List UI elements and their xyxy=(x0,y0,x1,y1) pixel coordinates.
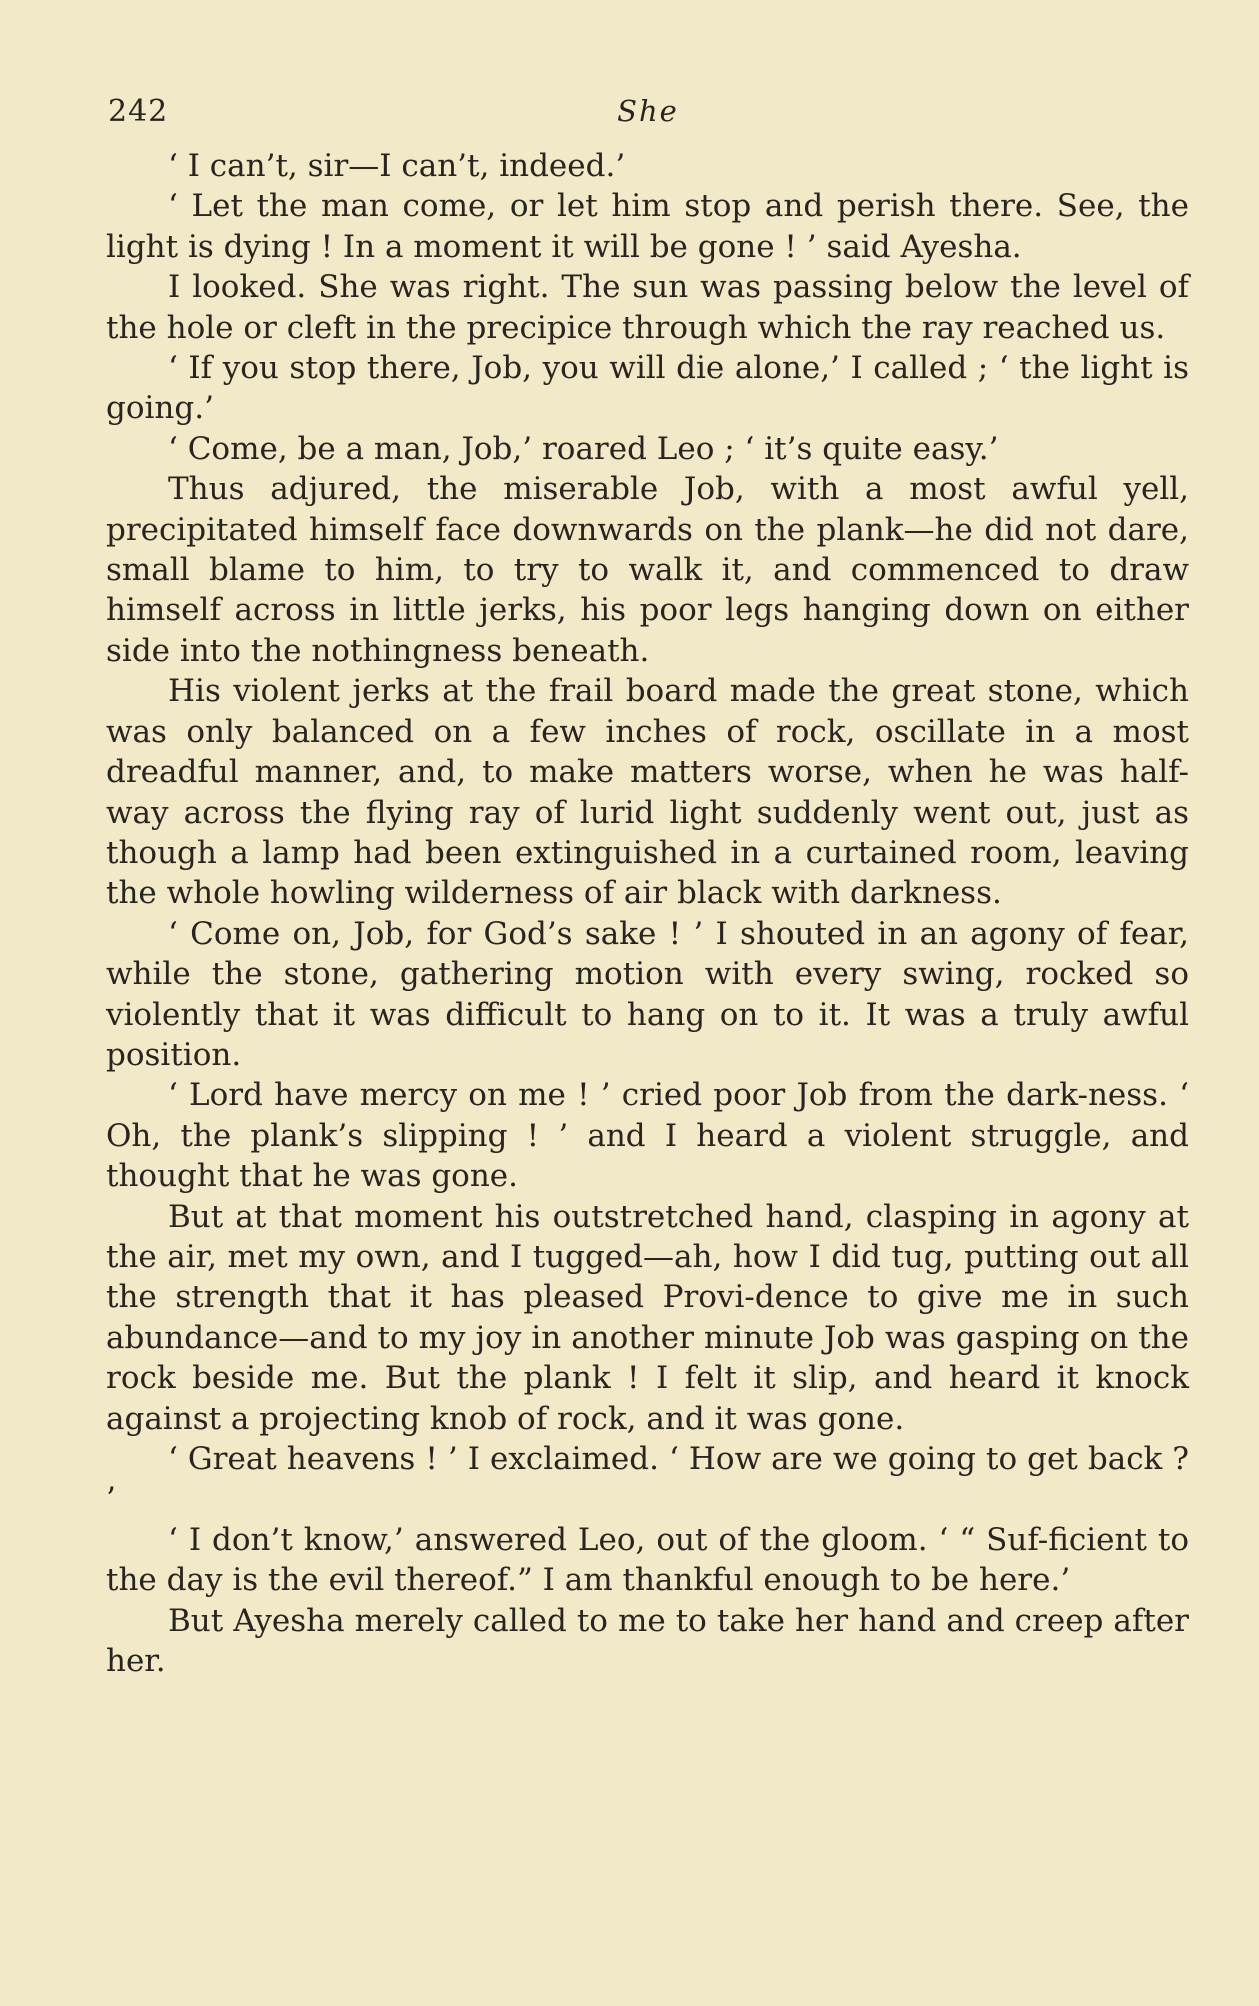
page-header xyxy=(108,88,1188,140)
page-number: 242 xyxy=(108,94,169,129)
paragraph: ‘ I can’t, sir—I can’t, indeed.’ xyxy=(168,148,626,184)
paragraph: ‘ If you stop there, Job, you will die alone,’ I called ; ‘ the light is going.’ xyxy=(106,350,1189,427)
paragraph: ‘ Come on, Job, for God’s sake ! ’ I shouted in an agony of fear, while the stone, gathering motion with every swing, rocked so violently that it was difficult to hang on to it. It was a truly awful position. xyxy=(106,915,1189,1073)
paragraph: But at that moment his outstretched hand, clasping in agony at the air, met my own, and I tugged—ah, how I did tug, putting out all the strength that it has pleased Provi-dence to give me in such abundance—and to my joy in another minute Job was gasping on the rock beside me. But the plank ! I felt it slip, and heard it knock against a projecting knob of rock, and it was gone. xyxy=(106,1198,1189,1437)
paragraph: ‘ Come, be a man, Job,’ roared Leo ; ‘ it’s quite easy.’ xyxy=(168,430,999,467)
text-body xyxy=(106,146,1189,1681)
paragraph: His violent jerks at the frail board made the great stone, which was only balanced on a few inches of rock, oscillate in a most dreadful manner, and, to make matters worse, when he was half-way across the flying ray of lurid light suddenly went out, just as though a lamp had been extinguished in a curtained room, leaving the whole howling wilderness of air black with darkness. xyxy=(106,673,1189,912)
paragraph: Thus adjured, the miserable Job, with a most awful yell, precipitated himself face downwards on the plank—he did not dare, small blame to him, to try to walk it, and commenced to draw himself across in little jerks, his poor legs hanging down on either side into the nothingness beneath. xyxy=(106,471,1189,669)
paragraph: ‘ I don’t know,’ answered Leo, out of the gloom. ‘ “ Suf-ficient to the day is the evil thereof.” I am thankful enough to be here.’ xyxy=(106,1521,1189,1599)
paragraph: ‘ Great heavens ! ’ I exclaimed. ‘ How are we going to get back ? ’ xyxy=(106,1441,1189,1518)
paragraph: ‘ Lord have mercy on me ! ’ cried poor Job from the dark-ness. ‘ Oh, the plank’s slipping ! ’ and I heard a violent struggle, and thought that he was gone. xyxy=(106,1077,1189,1195)
paragraph: ‘ Let the man come, or let him stop and perish there. See, the light is dying ! In a moment it will be gone ! ’ said Ayesha. xyxy=(106,188,1189,265)
running-title: She xyxy=(617,94,679,128)
paragraph: But Ayesha merely called to me to take her hand and creep after her. xyxy=(106,1602,1189,1680)
paragraph: I looked. She was right. The sun was passing below the level of the hole or cleft in the precipice through which the ray reached us. xyxy=(106,269,1189,346)
